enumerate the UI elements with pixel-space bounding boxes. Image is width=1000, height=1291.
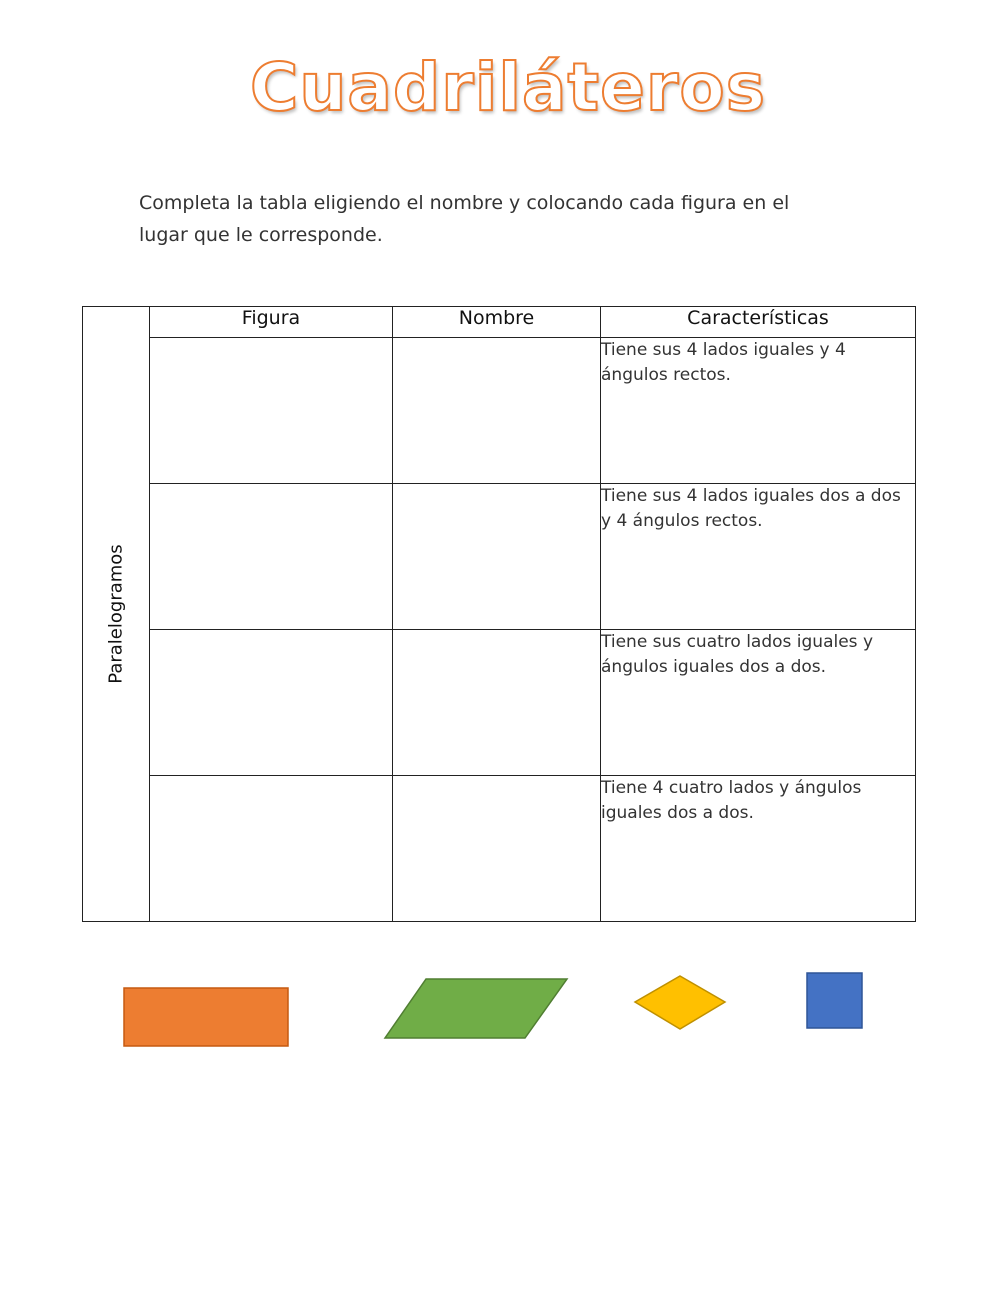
draggable-shapes: [0, 960, 1000, 1060]
table-row: [83, 484, 916, 630]
header-figura: Figura: [150, 307, 393, 338]
figure-drop-zone-1[interactable]: [150, 338, 393, 484]
characteristics-text-3: Tiene sus cuatro lados iguales y ángulos iguales dos a dos.: [601, 630, 916, 776]
name-drop-zone-3[interactable]: [393, 630, 601, 776]
characteristics-text-2: Tiene sus 4 lados iguales dos a dos y 4 ángulos rectos.: [601, 484, 916, 630]
name-drop-zone-2[interactable]: [393, 484, 601, 630]
parallelogram-shape[interactable]: [382, 977, 570, 1041]
characteristics-text-4: Tiene 4 cuatro lados y ángulos iguales dos a dos.: [601, 776, 916, 922]
rhombus-shape[interactable]: [632, 974, 728, 1032]
figure-drop-zone-4[interactable]: [150, 776, 393, 922]
page-title: Cuadriláteros: [250, 49, 767, 126]
characteristics-text-1: Tiene sus 4 lados iguales y 4 ángulos rectos.: [601, 338, 916, 484]
side-label-cell: [83, 307, 150, 922]
table-row: [83, 630, 916, 776]
square-fill: [807, 973, 862, 1028]
rectangle-fill: [124, 988, 288, 1046]
header-caracteristicas: Características: [601, 307, 916, 338]
classification-table: [82, 306, 915, 920]
instructions-text: Completa la tabla eligiendo el nombre y colocando cada figura en el lugar que le corresponde.: [139, 192, 790, 246]
parallelogram-fill: [385, 979, 567, 1038]
figure-drop-zone-3[interactable]: [150, 630, 393, 776]
square-shape[interactable]: [805, 971, 865, 1031]
table-row: [83, 338, 916, 484]
figure-drop-zone-2[interactable]: [150, 484, 393, 630]
header-nombre: Nombre: [393, 307, 601, 338]
rectangle-shape[interactable]: [122, 986, 290, 1048]
rhombus-fill: [635, 976, 725, 1029]
table-row: [83, 776, 916, 922]
name-drop-zone-1[interactable]: [393, 338, 601, 484]
name-drop-zone-4[interactable]: [393, 776, 601, 922]
side-label: Paralelogramos: [105, 544, 127, 684]
